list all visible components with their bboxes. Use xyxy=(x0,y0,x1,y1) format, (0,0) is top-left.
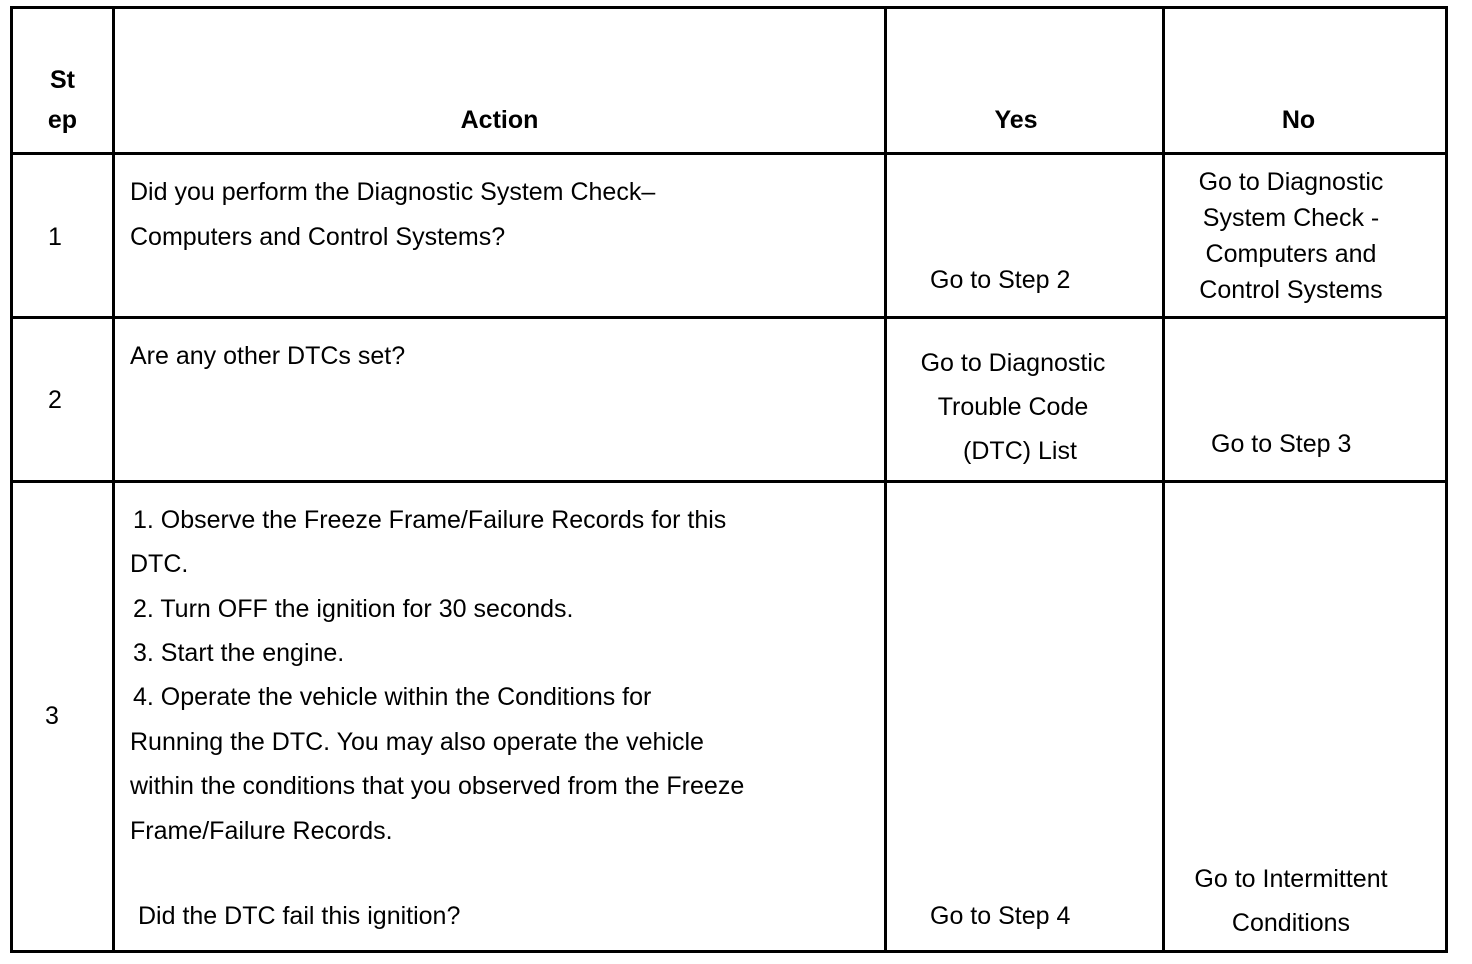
action-text: 3. Start the engine. xyxy=(133,639,345,667)
no-result-line: Computers and xyxy=(1205,240,1377,268)
action-text: 1. Observe the Freeze Frame/Failure Records for this xyxy=(133,506,727,534)
step-number: 3 xyxy=(45,702,59,730)
header-divider xyxy=(10,152,1448,155)
yes-result-line: Trouble Code xyxy=(937,393,1089,421)
table-border-right xyxy=(1445,6,1448,953)
action-text: Running the DTC. You may also operate the vehicle xyxy=(130,728,704,756)
action-text: within the conditions that you observed from the Freeze xyxy=(130,772,745,800)
action-text: 4. Operate the vehicle within the Conditions for xyxy=(133,683,652,711)
header-yes: Yes xyxy=(994,106,1038,134)
action-text: Did you perform the Diagnostic System Check– xyxy=(130,178,656,206)
table-border-top xyxy=(10,6,1448,9)
action-text: DTC. xyxy=(130,550,189,578)
action-text: 2. Turn OFF the ignition for 30 seconds. xyxy=(133,595,574,623)
step-number: 1 xyxy=(48,223,62,251)
yes-result-line: (DTC) List xyxy=(963,437,1077,465)
no-result-link[interactable] xyxy=(1165,857,1417,945)
action-text: Are any other DTCs set? xyxy=(130,342,406,370)
yes-result-line: Go to Diagnostic xyxy=(920,349,1106,377)
row-divider xyxy=(10,480,1448,483)
yes-result-link[interactable] xyxy=(887,341,1139,473)
row-divider xyxy=(10,316,1448,319)
no-result-line: Go to Intermittent xyxy=(1194,865,1388,893)
no-result-link[interactable] xyxy=(1165,164,1417,308)
column-divider xyxy=(1162,6,1165,953)
step-number: 2 xyxy=(48,386,62,414)
table-border-bottom xyxy=(10,950,1448,953)
header-step-line2: ep xyxy=(47,106,78,134)
action-question: Did the DTC fail this ignition? xyxy=(138,902,461,930)
column-divider xyxy=(112,6,115,953)
yes-result-link[interactable]: Go to Step 2 xyxy=(930,266,1071,294)
header-step xyxy=(13,65,112,135)
header-action: Action xyxy=(460,106,539,134)
table-border-left xyxy=(10,6,13,953)
no-result-line: System Check - xyxy=(1202,204,1380,232)
header-step-line1: St xyxy=(50,66,75,94)
header-no: No xyxy=(1281,106,1316,134)
yes-result-link[interactable]: Go to Step 4 xyxy=(930,902,1071,930)
action-text: Computers and Control Systems? xyxy=(130,223,506,251)
column-divider xyxy=(884,6,887,953)
no-result-link[interactable]: Go to Step 3 xyxy=(1211,430,1352,458)
no-result-line: Go to Diagnostic xyxy=(1198,168,1384,196)
action-text: Frame/Failure Records. xyxy=(130,817,393,845)
no-result-line: Control Systems xyxy=(1199,276,1383,304)
no-result-line: Conditions xyxy=(1231,909,1351,937)
